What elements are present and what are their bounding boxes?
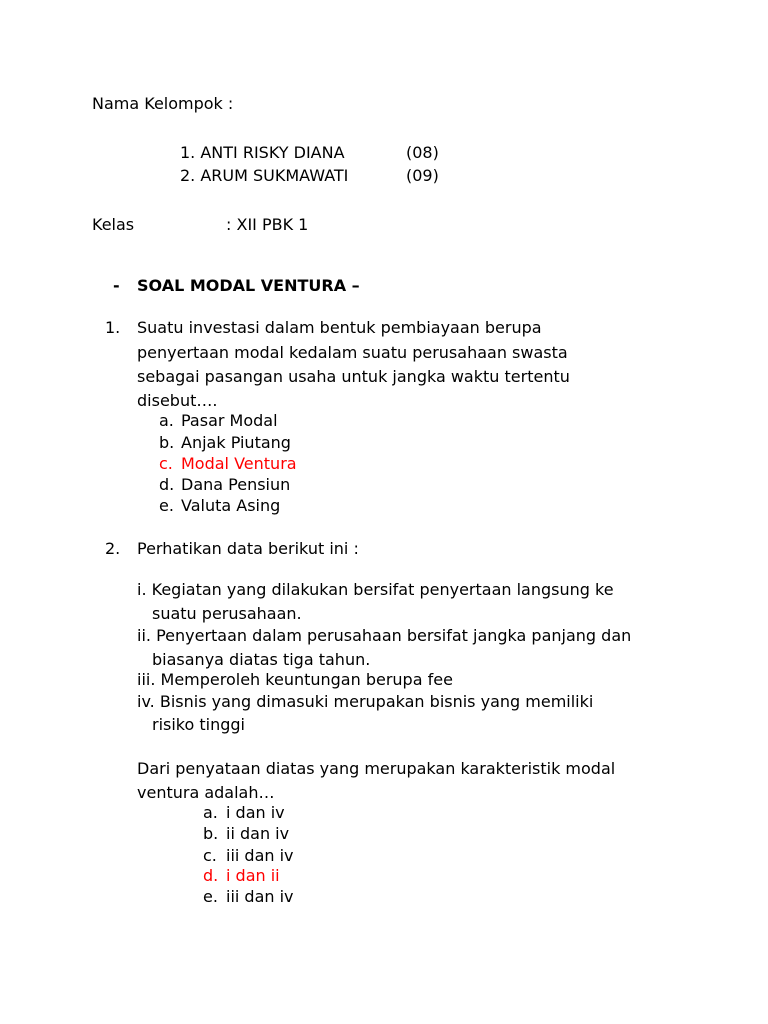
- statement-line: i. Kegiatan yang dilakukan bersifat penyertaan langsung ke: [137, 580, 614, 599]
- option-letter: e.: [159, 496, 174, 515]
- option-text: Pasar Modal: [181, 411, 278, 430]
- option-text-correct: Modal Ventura: [181, 454, 297, 473]
- statement-line: ii. Penyertaan dalam perusahaan bersifat jangka panjang dan: [137, 626, 632, 645]
- option-letter: b.: [159, 433, 175, 452]
- group-label: Nama Kelompok :: [92, 94, 234, 113]
- question-text-line: penyertaan modal kedalam suatu perusahaan swasta: [137, 343, 568, 362]
- question-intro: Perhatikan data berikut ini :: [137, 539, 359, 558]
- option-letter: b.: [203, 824, 219, 843]
- option-letter: a.: [203, 803, 218, 822]
- member-number: (09): [406, 166, 439, 185]
- option-letter: e.: [203, 887, 218, 906]
- option-letter: c.: [203, 846, 217, 865]
- question-text-line: disebut….: [137, 391, 218, 410]
- question-number: 1.: [105, 318, 121, 337]
- section-title: SOAL MODAL VENTURA –: [137, 276, 360, 295]
- option-text: Dana Pensiun: [181, 475, 291, 494]
- statement-line: iv. Bisnis yang dimasuki merupakan bisnis yang memiliki: [137, 692, 594, 711]
- option-letter-correct: d.: [203, 866, 219, 885]
- class-label: Kelas: [92, 215, 135, 234]
- question-prompt-line: Dari penyataan diatas yang merupakan karakteristik modal: [137, 759, 616, 778]
- option-text: Anjak Piutang: [181, 433, 291, 452]
- statement-line: iii. Memperoleh keuntungan berupa fee: [137, 670, 453, 689]
- statement-line: biasanya diatas tiga tahun.: [152, 650, 371, 669]
- option-letter-correct: c.: [159, 454, 173, 473]
- option-letter: a.: [159, 411, 174, 430]
- option-text-correct: i dan ii: [226, 866, 280, 885]
- class-value: : XII PBK 1: [226, 215, 309, 234]
- option-text: iii dan iv: [226, 846, 294, 865]
- question-prompt-line: ventura adalah…: [137, 783, 275, 802]
- question-text-line: sebagai pasangan usaha untuk jangka waktu tertentu: [137, 367, 570, 386]
- option-letter: d.: [159, 475, 175, 494]
- member-name: 2. ARUM SUKMAWATI: [180, 166, 349, 185]
- statement-line: suatu perusahaan.: [152, 604, 302, 623]
- question-number: 2.: [105, 539, 121, 558]
- option-text: iii dan iv: [226, 887, 294, 906]
- question-text-line: Suatu investasi dalam bentuk pembiayaan berupa: [137, 318, 542, 337]
- option-text: ii dan iv: [226, 824, 290, 843]
- section-dash: -: [113, 276, 120, 295]
- option-text: Valuta Asing: [181, 496, 281, 515]
- statement-line: risiko tinggi: [152, 715, 245, 734]
- option-text: i dan iv: [226, 803, 285, 822]
- member-number: (08): [406, 143, 439, 162]
- member-name: 1. ANTI RISKY DIANA: [180, 143, 345, 162]
